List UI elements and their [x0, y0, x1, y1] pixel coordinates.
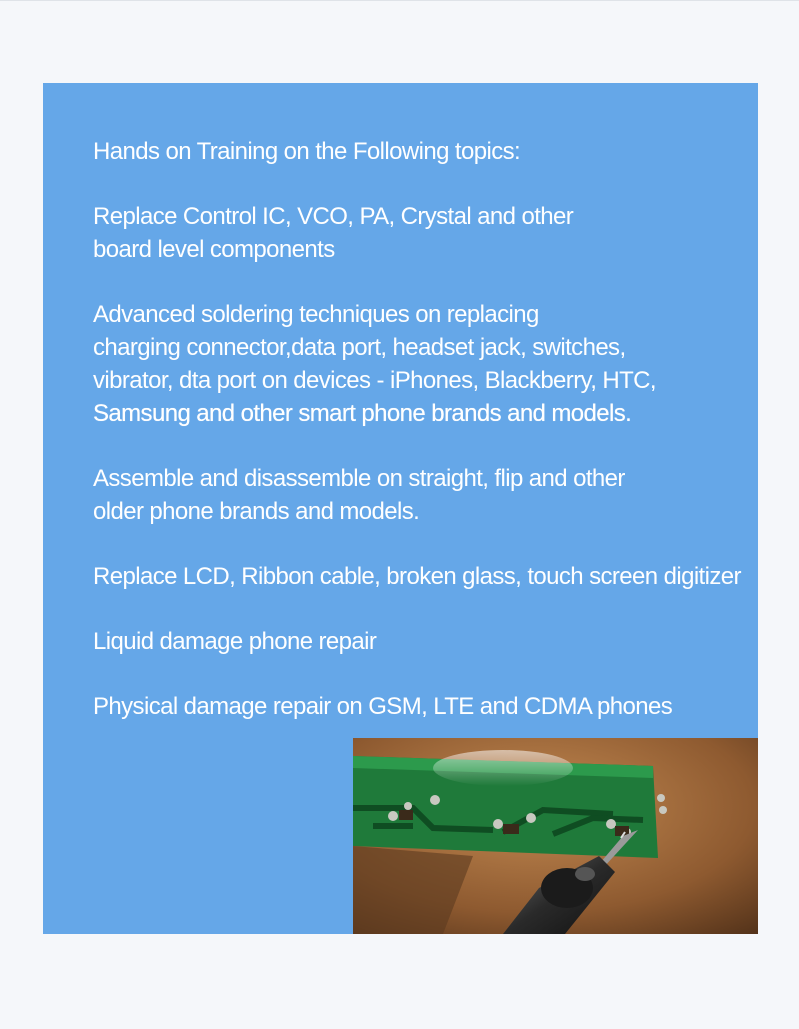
topic-2 — [93, 298, 748, 430]
top-border — [0, 0, 799, 1]
heading-text: Hands on Training on the Following topics: — [93, 138, 521, 165]
topic-2-line-3: vibrator, dta port on devices - iPhones, Blackberry, HTC, — [93, 367, 656, 394]
training-text — [93, 135, 748, 755]
topic-3-line-2: older phone brands and models. — [93, 498, 420, 525]
topic-6 — [93, 690, 748, 723]
topic-6-line-1: Physical damage repair on GSM, LTE and CDMA phones — [93, 693, 673, 720]
topic-1 — [93, 200, 748, 266]
soldering-photo — [353, 738, 758, 934]
heading — [93, 135, 748, 168]
soldering-illustration — [353, 738, 758, 934]
topic-5-line-1: Liquid damage phone repair — [93, 628, 377, 655]
topic-3-line-1: Assemble and disassemble on straight, flip and other — [93, 465, 625, 492]
topic-2-line-1: Advanced soldering techniques on replacing — [93, 301, 539, 328]
topic-2-line-2: charging connector,data port, headset jack, switches, — [93, 334, 626, 361]
topic-5 — [93, 625, 748, 658]
topic-4 — [93, 560, 748, 593]
topic-1-line-2: board level components — [93, 236, 335, 263]
topic-3 — [93, 462, 748, 528]
light-glare — [433, 750, 573, 786]
topic-1-line-1: Replace Control IC, VCO, PA, Crystal and other — [93, 203, 574, 230]
topic-2-line-4: Samsung and other smart phone brands and models. — [93, 400, 632, 427]
topic-4-line-1: Replace LCD, Ribbon cable, broken glass, touch screen digitizer — [93, 563, 741, 590]
